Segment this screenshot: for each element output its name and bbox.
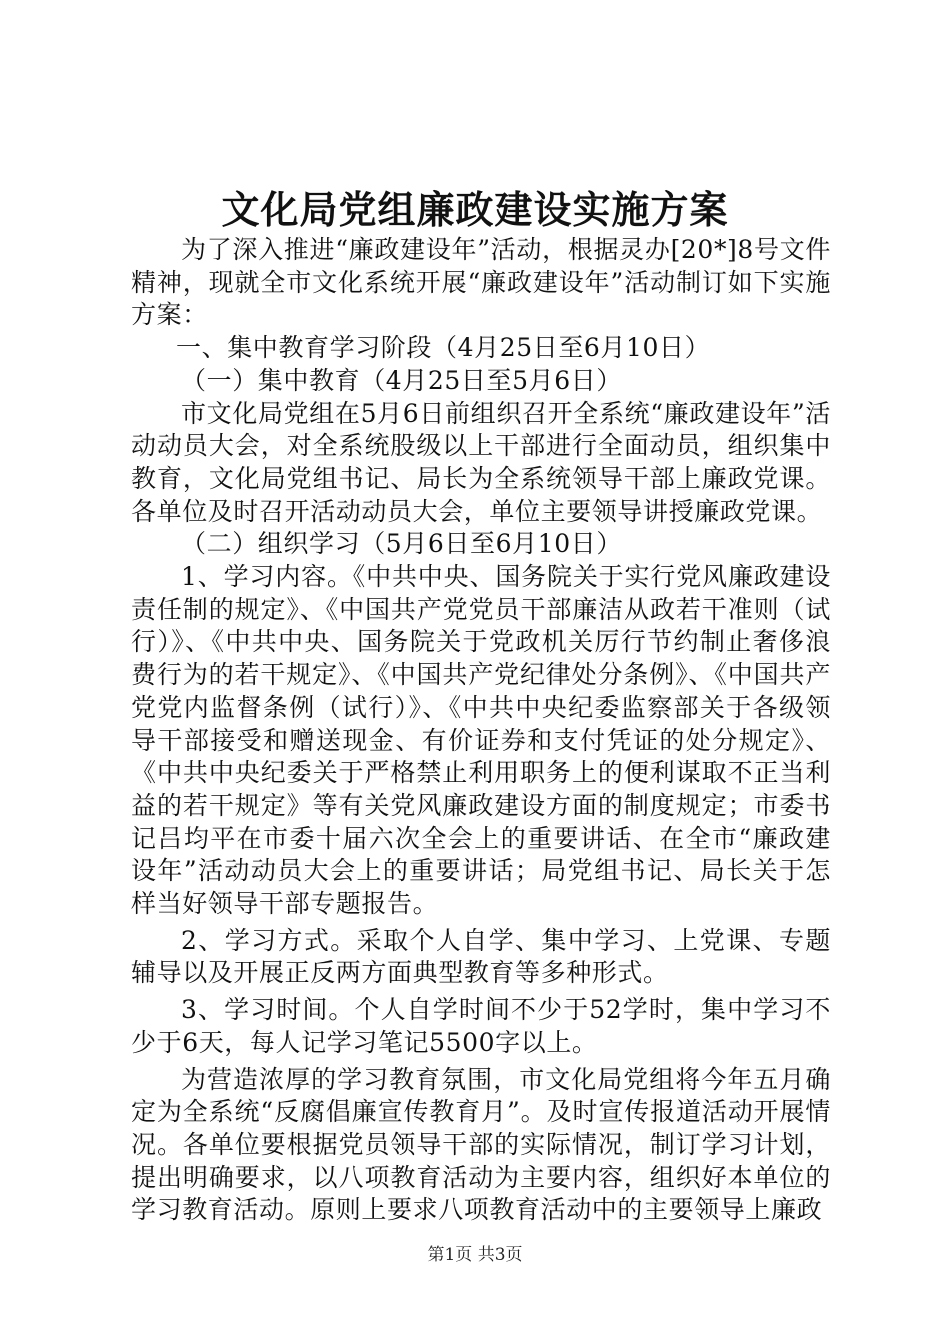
page-number-footer: 第1页 共3页 xyxy=(427,1245,523,1265)
subsection-heading-2: （二）组织学习（5月6日至6月10日） xyxy=(181,529,622,559)
paragraph-education-month: 为营造浓厚的学习教育氛围，市文化局党组将今年五月确定为全系统“反腐倡廉宣传教育月”。及时宣传报道活动开展情况。各单位要根据党员领导干部的实际情况，制订学习计划，提出明确要求，以八项教育活动为主要内容，组织好本单位的学习教育活动。原则上要求八项教育活动中的主要领导上廉政 xyxy=(131,1064,831,1225)
document-title: 文化局党组廉政建设实施方案 xyxy=(221,187,729,232)
paragraph-central-education: 市文化局党组在5月6日前组织召开全系统“廉政建设年”活动动员大会，对全系统股级以上干部进行全面动员，组织集中教育，文化局党组书记、局长为全系统领导干部上廉政党课。各单位及时召开活动动员大会，单位主要领导讲授廉政党课。 xyxy=(131,398,831,526)
section-heading-1: 一、集中教育学习阶段（4月25日至6月10日） xyxy=(176,333,711,363)
paragraph-study-content: 1、学习内容。《中共中央、国务院关于实行党风廉政建设责任制的规定》、《中国共产党党员干部廉洁从政若干准则（试行）》、《中共中央、国务院关于党政机关厉行节约制止奢侈浪费行为的若干规定》、《中国共产党纪律处分条例》、《中国共产党党内监督条例（试行）》、《中共中央纪委监察部关于各级领导干部接受和赠送现金、有价证券和支付凭证的处分规定》、《中共中央纪委关于严格禁止利用职务上的便利谋取不正当利益的若干规定》等有关党风廉政建设方面的制度规定；市委书记吕均平在市委十届六次全会上的重要讲话、在全市“廉政建设年”活动动员大会上的重要讲话；局党组书记、局长关于怎样当好领导干部专题报告。 xyxy=(131,562,831,919)
paragraph-intro: 为了深入推进“廉政建设年”活动，根据灵办[20*]8号文件精神，现就全市文化系统开展“廉政建设年”活动制订如下实施方案： xyxy=(131,235,831,330)
document-body xyxy=(131,234,831,1227)
paragraph-study-method: 2、学习方式。采取个人自学、集中学习、上党课、专题辅导以及开展正反两方面典型教育等多种形式。 xyxy=(131,925,831,988)
paragraph-study-time: 3、学习时间。个人自学时间不少于52学时，集中学习不少于6天，每人记学习笔记5500字以上。 xyxy=(131,995,831,1057)
subsection-heading-1: （一）集中教育（4月25日至5月6日） xyxy=(181,365,622,395)
